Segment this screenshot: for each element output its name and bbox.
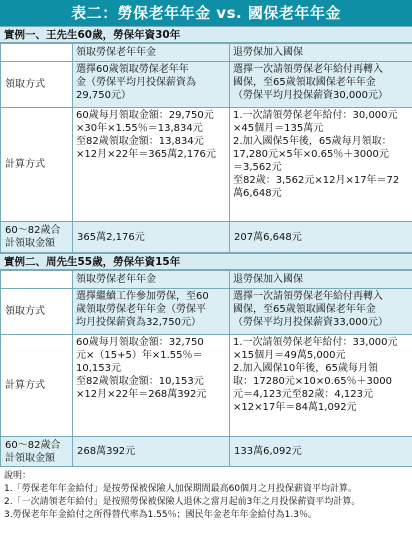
- cell-method-a: 選擇60歲領取勞保老年年 金（勞保平均月投保薪資為 29,750元）: [73, 62, 230, 108]
- note-item: 3.勞保老年年金給付之所得替代率為1.55％；國民年金老年年金給付為1.3％。: [4, 510, 317, 520]
- cell-total-b: 133萬6,092元: [230, 437, 412, 467]
- corner-cell: [1, 44, 73, 62]
- corner-cell: [1, 271, 73, 289]
- row-label-method: 領取方式: [1, 289, 73, 335]
- row-label-calc: 計算方式: [1, 335, 73, 437]
- notes-heading: 說明：: [4, 471, 32, 481]
- cell-calc-b: 1.一次請領勞保老年給付：33,000元 ×15個月＝49萬5,000元 2.加入國保10年後，65歲每月領 取：17280元×10×0.65％＋3000 元＝4,123元至82歲：4,123元 ×12×17年＝84萬1,092元: [230, 335, 412, 437]
- cell-total-a: 365萬2,176元: [73, 222, 230, 253]
- case1-table: [0, 43, 412, 253]
- note-item: 1.「勞保老年年金給付」是按勞保被保險人加保期間最高60個月之月投保薪資平均計算。: [4, 484, 358, 494]
- row-label-method: 領取方式: [1, 62, 73, 108]
- case1-header: 實例一、王先生60歲，勞保年資30年: [0, 26, 412, 43]
- cell-total-a: 268萬392元: [73, 437, 230, 467]
- cell-method-b: 選擇一次請領勞保老年給付再轉入 國保，至65歲領取國保老年年金 （勞保平均月投保薪資30,000元）: [230, 62, 412, 108]
- cell-method-b: 選擇一次請領勞保老年給付再轉入 國保，至65歲領取國保老年年金 （勞保平均月投保薪資33,000元）: [230, 289, 412, 335]
- row-label-calc: 計算方式: [1, 108, 73, 222]
- col-header-national-pension: 退勞保加入國保: [230, 271, 412, 289]
- cell-method-a: 選擇繼續工作參加勞保，至60 歲領取勞保老年年金（勞保平 均月投保薪資為32,750元）: [73, 289, 230, 335]
- table-title: 表二：勞保老年年金 vs. 國保老年年金: [0, 0, 412, 26]
- note-item: 2.「一次請領老年給付」是按照勞保被保險人退休之當月起前3年之月投保薪資平均計算。: [4, 497, 361, 507]
- notes-section: [0, 467, 412, 522]
- case2-header: 實例二、周先生55歲，勞保年資15年: [0, 253, 412, 270]
- cell-calc-a: 60歲每月領取金額：32,750 元×（15+5）年×1.55％＝ 10,153元 至82歲領取金額：10,153元 ×12月×22年＝268萬392元: [73, 335, 230, 437]
- row-label-total: 60～82歲合 計領取金額: [1, 437, 73, 467]
- row-label-total: 60～82歲合 計領取金額: [1, 222, 73, 253]
- cell-total-b: 207萬6,648元: [230, 222, 412, 253]
- case2-table: [0, 270, 412, 467]
- col-header-labor-annuity: 領取勞保老年年金: [73, 271, 230, 289]
- cell-calc-a: 60歲每月領取金額：29,750元 ×30年×1.55％＝13,834元 至82歲領取金額：13,834元 ×12月×22年＝365萬2,176元: [73, 108, 230, 222]
- col-header-national-pension: 退勞保加入國保: [230, 44, 412, 62]
- cell-calc-b: 1.一次請領勞保老年給付：30,000元 ×45個月＝135萬元 2.加入國保5年後，65歲每月領取： 17,280元×5年×0.65％＋3000元 ＝3,562元 至82歲：3,562元×12月×17年＝72 萬6,648元: [230, 108, 412, 222]
- col-header-labor-annuity: 領取勞保老年年金: [73, 44, 230, 62]
